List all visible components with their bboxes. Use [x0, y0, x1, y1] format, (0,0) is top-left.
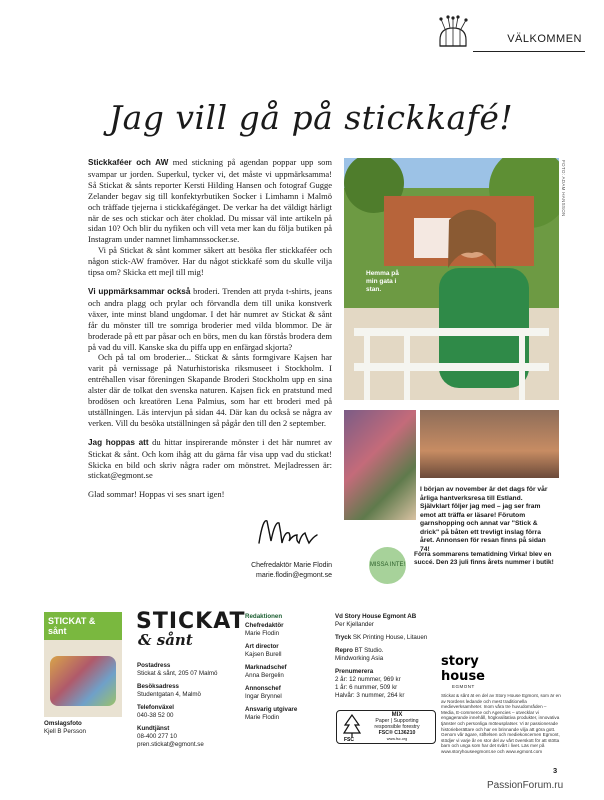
pincushion-icon: [432, 14, 474, 56]
stickat-logo-sub: & sånt: [138, 631, 193, 649]
svg-text:story house: story house: [441, 652, 446, 653]
yarn-photo: [344, 410, 416, 520]
svg-text:story: story: [441, 654, 479, 669]
masthead-contact: Postadress Stickat & sånt, 205 07 Malmö Besöksadress Studentgatan 4, Malmö Telefonväxel 040-38 52 00 Kundtjänst 08-400 277 10 pren.stickat@egmont.se: [137, 662, 218, 748]
paragraph-stickkafe: [88, 157, 332, 245]
editor-email: marie.flodin@egmont.se: [256, 571, 332, 579]
missa-inte-badge: MISSA INTE!: [369, 547, 406, 584]
lead-in: Vi uppmärksammar också: [88, 286, 191, 296]
paragraph-vernissage: Och på tal om broderier... Stickat & sånts formgivare Kajsen har varit på vernissage på Naturhistoriska riksmuseet i Stockholm. I entréhallen visar föreningen Skapande Broderi Stockholm upp en sina alster där de tolkat den svenska naturen. Kajsen fick en pratstund med brodösen och kreatören Lena Palmius, som har ett broderi med på utställningen. Läs intervjun på sidan 44. Där kan du också se några av verken. Vill du besöka utställningen så pågår den till den 2 september.: [88, 352, 332, 428]
fsc-label: FSC MIX Paper | Supporting responsible forestry FSC® C136210 www.fsc.org: [336, 710, 436, 744]
paragraph-hoppas: [88, 437, 332, 482]
page-number: 3: [553, 766, 558, 775]
trip-announcement: I början av november är det dags för vår årliga hantverksresa till Estland. Självklart följer jag med – jag ser fram emot att träffa er läsare! Förutom garnshopping och annat var "Stick & drick" på båten ett trevligt inslag förra året. Annonsen för resan finns på sidan 74!: [416, 482, 558, 554]
cover-title: STICKAT & sånt: [48, 616, 96, 636]
group-photo: [420, 410, 559, 478]
lead-in: Stickkaféer och AW: [88, 158, 169, 167]
editor-role: Chefredaktör Marie Flodin: [251, 562, 332, 569]
fsc-tree-icon: [341, 713, 363, 741]
paragraph-body: med stickning på agendan poppar upp som svampar ur jorden. Superkul, tycker vi, det måste vi uppmärksamma! Så Stickat & sånts reporter Kersti Hilding Hansen och fotograf Gugge Zelander begav sig till konfektyrbutiken Socker i Limhamn i Malmö och träffade tjejerna i stickkafégänget. De verkar ha det väldigt härligt när de ses och stickar och äter choklad. Du missar väl inte artikeln på sidan 10? Och blir du nyfiken och vill veta mer kan du följa butiken på Instagram under namnet limhamnssocker.se.: [88, 157, 333, 245]
svg-text:FSC: FSC: [344, 737, 354, 741]
paragraph-body: broderi. Trenden att pryda t-shirts, jeans och andra plagg och prylar och förvandla dem till unika konstverk växer, inte minst bland ungdomar. I det här numret av Stickat & sånt får du mönster till tre somriga broderier med vilda blommor. De är broderade på ett par påsar och en börs, men du kan förstås brodera dem på vad du vill. Kanske ska du piffa upp en enfärgad skjorta?: [88, 285, 332, 352]
svg-text:Marie: Marie: [255, 513, 258, 514]
editorial-text: [88, 157, 332, 508]
watermark: PassionForum.ru: [487, 780, 564, 791]
paragraph-broderi: [88, 286, 332, 352]
svg-text:house: house: [441, 669, 485, 682]
egmont-label: EGMONT: [452, 684, 475, 689]
header-rule: [473, 51, 585, 52]
photo-credit: FOTO: ADAM HANSSON: [561, 160, 566, 217]
lead-in: Jag hoppas att: [88, 437, 149, 447]
cover-caption: Omslagsfoto Kjell B Persson: [44, 720, 86, 735]
stickat-logo: STICKAT: [136, 609, 246, 634]
masthead-redaktion: Redaktionen Chefredaktör Marie Flodin Art director Kajsen Burell Marknadschef Anna Bergelin Annonschef Ingar Brynnel Ansvarig utgivare Marie Flodin: [245, 613, 298, 721]
editor-signature: [255, 513, 325, 553]
masthead-publisher: Vd Story House Egmont AB Per Kjellander Tryck SK Printing House, Litauen Repro BT Studio. Mindworking Asia Prenumerera 2 år: 12 nummer, 969 kr 1 år: 6 nummer, 509 kr Halvår: 3 nummer, 264 kr: [335, 613, 428, 699]
paragraph-closing: Glad sommar! Hoppas vi ses snart igen!: [88, 489, 225, 500]
page-title: Jag vill gå på stickkafé!: [108, 98, 514, 137]
story-house-logo: [441, 652, 493, 682]
photo-caption: Hemma på min gata i stan.: [366, 270, 399, 293]
cover-thumbnail: [44, 612, 122, 717]
editor-credit: [226, 561, 332, 580]
paragraph-body: du hittar inspirerande mönster i det här numret av Stickat & sånt. Och kom ihåg att du gärna får visa upp vad du stickat! Skicka en bild och skriv några rader om mönstret. Mejladressen är: stickat@egmont.se: [88, 436, 332, 481]
brand-description: Stickat & sånt ät en del av Story House Egmont, som är en av Nordens ledande och mest traditionella medieverksamheter. Inom våra tre huvudområden – Media, E-commerce och Agencies – utvecklar vi engagerande innehåll, högkvalitativa produkter, innovativa tjänster och personliga möteusplatser. Vi är passionerade historieberättare och har en brinnande vilja att göra gott. Genom vår ägare, stiftelsen och mediekoncernen Egmont, stödjer vi varje år en stor del av vårt överskott för att stötta barn och unga som har det svårt i livet. Läs mer på www.storyhouseegmont.se och www.egmont.com: [441, 693, 561, 754]
paragraph-tips: Vi på Stickat & sånt kommer säkert att besöka fler stickkaféer och någon stick-AW framöver. Har du något stickkafé som du skulle vilja tipsa om? Skicka ett mejl till mig!: [88, 245, 332, 278]
tematidning-text: Förra sommarens tematidning Virka! blev en succé. Den 23 juli finns årets nummer i butik!: [414, 551, 554, 566]
section-label: VÄLKOMMEN: [507, 33, 582, 45]
